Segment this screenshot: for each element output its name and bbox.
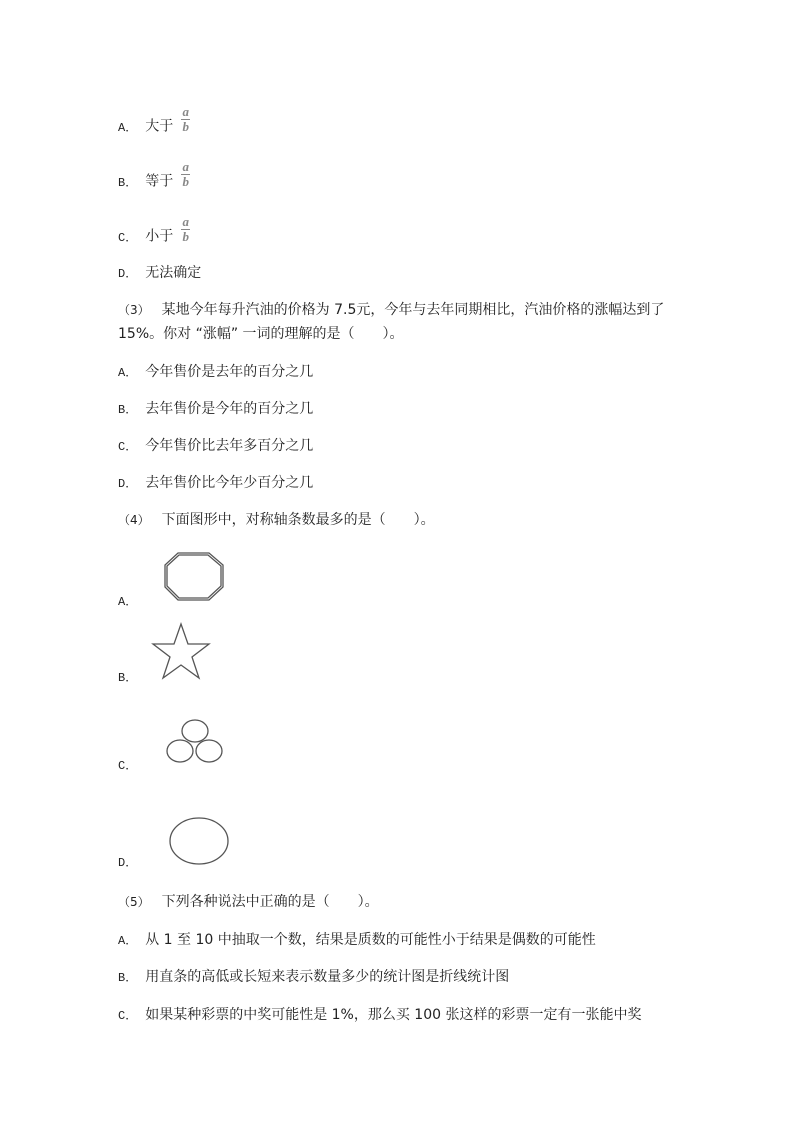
option-letter: B． (118, 671, 138, 685)
option-letter: A． (118, 934, 138, 948)
option-b[interactable] (118, 399, 313, 420)
option-letter: A． (118, 120, 138, 135)
option-letter: B． (118, 175, 138, 190)
option-letter: B． (118, 971, 138, 985)
option-c[interactable] (118, 755, 145, 776)
option-text: 等于 (145, 173, 174, 190)
question-number: （4） (118, 513, 150, 527)
option-letter: C． (118, 230, 138, 245)
option-a[interactable] (118, 930, 596, 951)
option-c[interactable] (118, 436, 313, 457)
three-circles-icon (164, 718, 226, 766)
question-text: 下面图形中，对称轴条数最多的是（ ）。 (161, 512, 435, 528)
question-3 (118, 298, 688, 346)
option-text: 用直条的高低或长短来表示数量多少的统计图是折线统计图 (145, 969, 510, 985)
question-number: （5） (118, 895, 150, 909)
fraction-a-over-b: $\frac{a}{b}$ (182, 214, 189, 244)
option-text: 大于 (145, 118, 174, 135)
option-letter: B． (118, 403, 138, 417)
question-number: （3） (118, 303, 150, 317)
option-letter: A． (118, 595, 138, 609)
option-letter: C． (118, 440, 138, 454)
option-d[interactable] (118, 263, 201, 284)
option-d[interactable] (118, 473, 313, 494)
fraction-a-over-b: $\frac{a}{b}$ (182, 159, 189, 189)
ellipse-icon (168, 816, 230, 866)
question-text-line-2: 15%。你对 “涨幅” 一词的理解的是（ ）。 (118, 326, 404, 342)
option-text: 今年售价是去年的百分之几 (145, 364, 314, 380)
option-c[interactable] (118, 214, 190, 250)
option-letter: C． (118, 759, 138, 773)
octagon-icon (164, 552, 226, 602)
option-letter: D． (118, 856, 138, 870)
option-text: 去年售价比今年少百分之几 (145, 475, 314, 491)
option-letter: D． (118, 477, 138, 491)
option-b[interactable] (118, 667, 145, 688)
option-d[interactable] (118, 852, 145, 873)
option-letter: A． (118, 366, 138, 380)
option-letter: D． (118, 267, 138, 281)
option-text: 今年售价比去年多百分之几 (145, 438, 314, 454)
option-a[interactable] (118, 362, 313, 383)
option-c[interactable] (118, 1005, 641, 1026)
option-b[interactable] (118, 159, 190, 195)
option-letter: C． (118, 1009, 138, 1023)
option-text: 去年售价是今年的百分之几 (145, 401, 314, 417)
question-text: 下列各种说法中正确的是（ ）。 (161, 894, 379, 910)
option-a[interactable] (118, 591, 145, 612)
question-4 (118, 508, 688, 532)
option-text: 如果某种彩票的中奖可能性是 1%，那么买 100 张这样的彩票一定有一张能中奖 (145, 1007, 642, 1023)
question-text-line-1: 某地今年每升汽油的价格为 7.5元，今年与去年同期相比，汽油价格的涨幅达到了 (161, 302, 665, 318)
option-text: 从 1 至 10 中抽取一个数，结果是质数的可能性小于结果是偶数的可能性 (145, 932, 596, 948)
option-a[interactable] (118, 104, 190, 140)
option-text: 无法确定 (145, 265, 202, 281)
question-5 (118, 890, 688, 914)
option-b[interactable] (118, 967, 509, 988)
star-icon (150, 622, 212, 680)
option-text: 小于 (145, 228, 174, 245)
fraction-a-over-b: $\frac{a}{b}$ (182, 104, 189, 134)
